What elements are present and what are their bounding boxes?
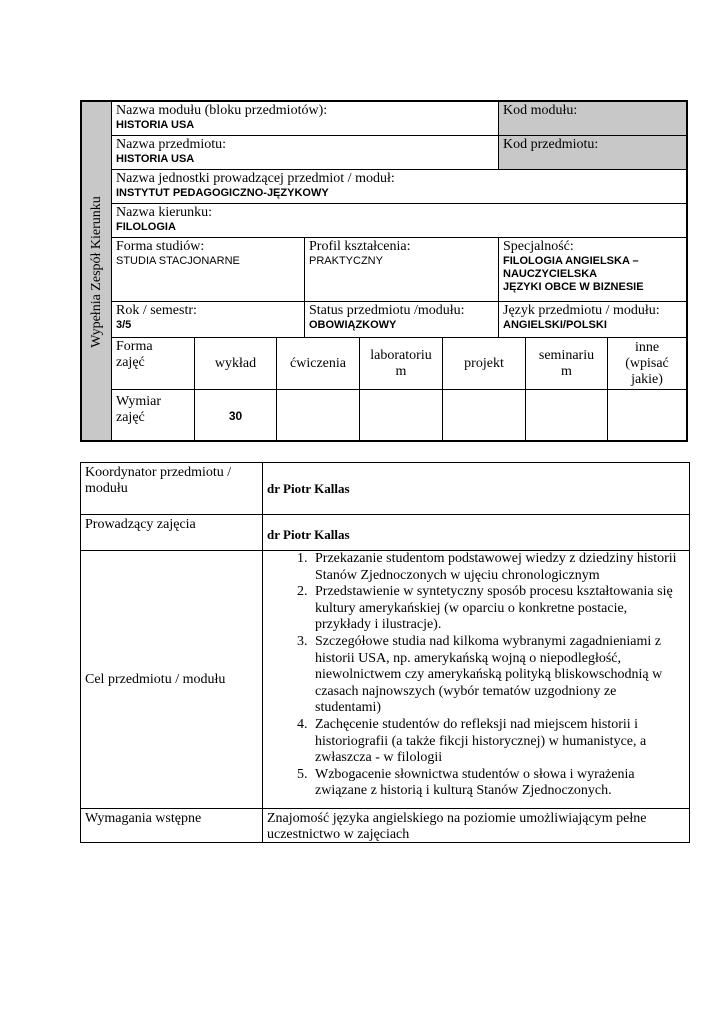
goal-item-3: 3. Szczegółowe studia nad kilkoma wybranymi zagadnieniami z historii USA, np. amerykańską wojną o niepodległość, niewolnictwem czy amerykańską polityką bliskowschodnią w czasach najnowszych (wybór tematów uzgodniony ze studentami) bbox=[311, 634, 683, 717]
profile-label: Profil kształcenia: bbox=[309, 239, 411, 254]
goal-item-1: 1. Przekazanie studentom podstawowej wiedzy z dziedziny historii Stanów Zjednoczonych w ujęciu chronologicznym bbox=[311, 551, 683, 584]
year-semester-label: Rok / semestr: bbox=[116, 303, 197, 318]
form-exercises: ćwiczenia bbox=[290, 355, 346, 371]
goals-label-cell bbox=[81, 551, 263, 809]
form-project: projekt bbox=[464, 355, 504, 371]
coordinator-label-cell bbox=[81, 463, 263, 515]
study-form-value: STUDIA STACJONARNE bbox=[116, 255, 240, 267]
form-lecture-cell bbox=[195, 338, 277, 390]
hours-seminar-cell bbox=[526, 390, 608, 442]
form-other-3: jakie) bbox=[631, 371, 663, 387]
form-other-2: (wpisać bbox=[625, 355, 669, 371]
specialty-cell bbox=[499, 238, 686, 302]
goal-item-4: 4. Zachęcenie studentów do refleksji nad miejscem historii i historiografii (a także fikcji historycznej) w humanistyce, a zwłaszcza - w filologii bbox=[311, 717, 683, 767]
language-cell bbox=[499, 302, 686, 338]
study-form-label: Forma studiów: bbox=[116, 239, 205, 254]
form-seminar-1: seminariu bbox=[538, 347, 595, 363]
profile-value: PRAKTYCZNY bbox=[309, 255, 383, 267]
teacher-value: dr Piotr Kallas bbox=[267, 527, 350, 542]
teacher-value-cell bbox=[263, 515, 689, 551]
forms-row-label-2: zajęć bbox=[116, 355, 145, 370]
unit-value: INSTYTUT PEDAGOGICZNO-JĘZYKOWY bbox=[116, 187, 329, 199]
form-lab-1: laboratoriu bbox=[370, 347, 432, 363]
coordinator-label-2: modułu bbox=[85, 481, 128, 496]
status-label: Status przedmiotu /modułu: bbox=[309, 303, 465, 318]
prerequisites-value: Znajomość języka angielskiego na poziomie umożliwiającym pełne uczestnictwo w zajęciach bbox=[267, 811, 647, 842]
status-value: OBOWIĄZKOWY bbox=[309, 319, 397, 331]
course-info-table bbox=[80, 100, 688, 442]
study-form-cell bbox=[112, 238, 305, 302]
module-name-value: HISTORIA USA bbox=[116, 119, 195, 131]
teacher-label-cell bbox=[81, 515, 263, 551]
form-other-cell bbox=[608, 338, 686, 390]
field-cell bbox=[112, 204, 686, 238]
hours-lecture: 30 bbox=[228, 408, 243, 423]
goals-label: Cel przedmiotu / modułu bbox=[85, 671, 226, 687]
form-project-cell bbox=[443, 338, 526, 390]
course-details-table bbox=[80, 462, 690, 843]
module-name-label: Nazwa modułu (bloku przedmiotów): bbox=[116, 103, 328, 118]
language-label: Język przedmiotu / modułu: bbox=[503, 303, 660, 318]
year-semester-cell bbox=[112, 302, 305, 338]
status-cell bbox=[305, 302, 499, 338]
form-seminar-2: m bbox=[561, 363, 572, 379]
subject-code-cell bbox=[499, 136, 686, 170]
subject-name-cell bbox=[112, 136, 499, 170]
hours-other-cell bbox=[608, 390, 686, 442]
forms-row-label-1: Forma bbox=[116, 339, 153, 354]
sidebar-label-cell bbox=[82, 102, 112, 440]
goal-item-2: 2. Przedstawienie w syntetyczny sposób procesu kształtowania się kultury amerykańskiej (w oparciu o konkretne postacie, przykłady i ilustracje). bbox=[311, 584, 683, 634]
subject-code-label: Kod przedmiotu: bbox=[503, 137, 599, 152]
hours-lab-cell bbox=[360, 390, 443, 442]
specialty-line-2: NAUCZYCIELSKA bbox=[503, 268, 598, 280]
hours-row-label-1: Wymiar bbox=[116, 394, 162, 409]
teacher-label: Prowadzący zajęcia bbox=[85, 517, 196, 532]
goals-list bbox=[267, 551, 683, 800]
hours-project-cell bbox=[443, 390, 526, 442]
coordinator-value: dr Piotr Kallas bbox=[267, 480, 350, 496]
form-lab-2: m bbox=[395, 363, 407, 379]
prerequisites-label: Wymagania wstępne bbox=[85, 811, 202, 826]
goal-item-5: 5. Wzbogacenie słownictwa studentów o słowa i wyrażenia związane z historią i kulturą Stanów Zjednoczonych. bbox=[311, 767, 683, 800]
hours-row-label-cell bbox=[112, 390, 195, 442]
module-code-cell bbox=[499, 102, 686, 136]
unit-label: Nazwa jednostki prowadzącej przedmiot / moduł: bbox=[116, 171, 395, 186]
module-name-cell bbox=[112, 102, 499, 136]
prerequisites-value-cell bbox=[263, 809, 689, 842]
unit-cell bbox=[112, 170, 686, 204]
specialty-line-1: FILOLOGIA ANGIELSKA – bbox=[503, 255, 639, 267]
year-semester-value: 3/5 bbox=[116, 319, 132, 331]
form-lecture: wykład bbox=[214, 355, 257, 371]
module-code-label: Kod modułu: bbox=[503, 103, 578, 118]
profile-cell bbox=[305, 238, 499, 302]
language-value: ANGIELSKI/POLSKI bbox=[503, 319, 607, 331]
coordinator-label-1: Koordynator przedmiotu / bbox=[85, 465, 232, 480]
coordinator-value-cell bbox=[263, 463, 689, 515]
form-lab-cell bbox=[360, 338, 443, 390]
hours-row-label-2: zajęć bbox=[116, 410, 145, 425]
hours-exercises-cell bbox=[277, 390, 360, 442]
form-exercises-cell bbox=[277, 338, 360, 390]
form-other-1: inne bbox=[634, 339, 660, 355]
specialty-label: Specjalność: bbox=[503, 239, 574, 254]
hours-lecture-cell bbox=[195, 390, 277, 442]
subject-name-value: HISTORIA USA bbox=[116, 153, 195, 165]
field-label: Nazwa kierunku: bbox=[116, 205, 213, 220]
field-value: FILOLOGIA bbox=[116, 221, 176, 233]
sidebar-label: Wypełnia Zespół Kierunku bbox=[89, 196, 104, 348]
forms-row-label-cell bbox=[112, 338, 195, 390]
form-seminar-cell bbox=[526, 338, 608, 390]
specialty-line-3: JĘZYKI OBCE W BIZNESIE bbox=[503, 281, 644, 293]
subject-name-label: Nazwa przedmiotu: bbox=[116, 137, 227, 152]
prerequisites-label-cell bbox=[81, 809, 263, 842]
goals-value-cell bbox=[263, 551, 689, 809]
